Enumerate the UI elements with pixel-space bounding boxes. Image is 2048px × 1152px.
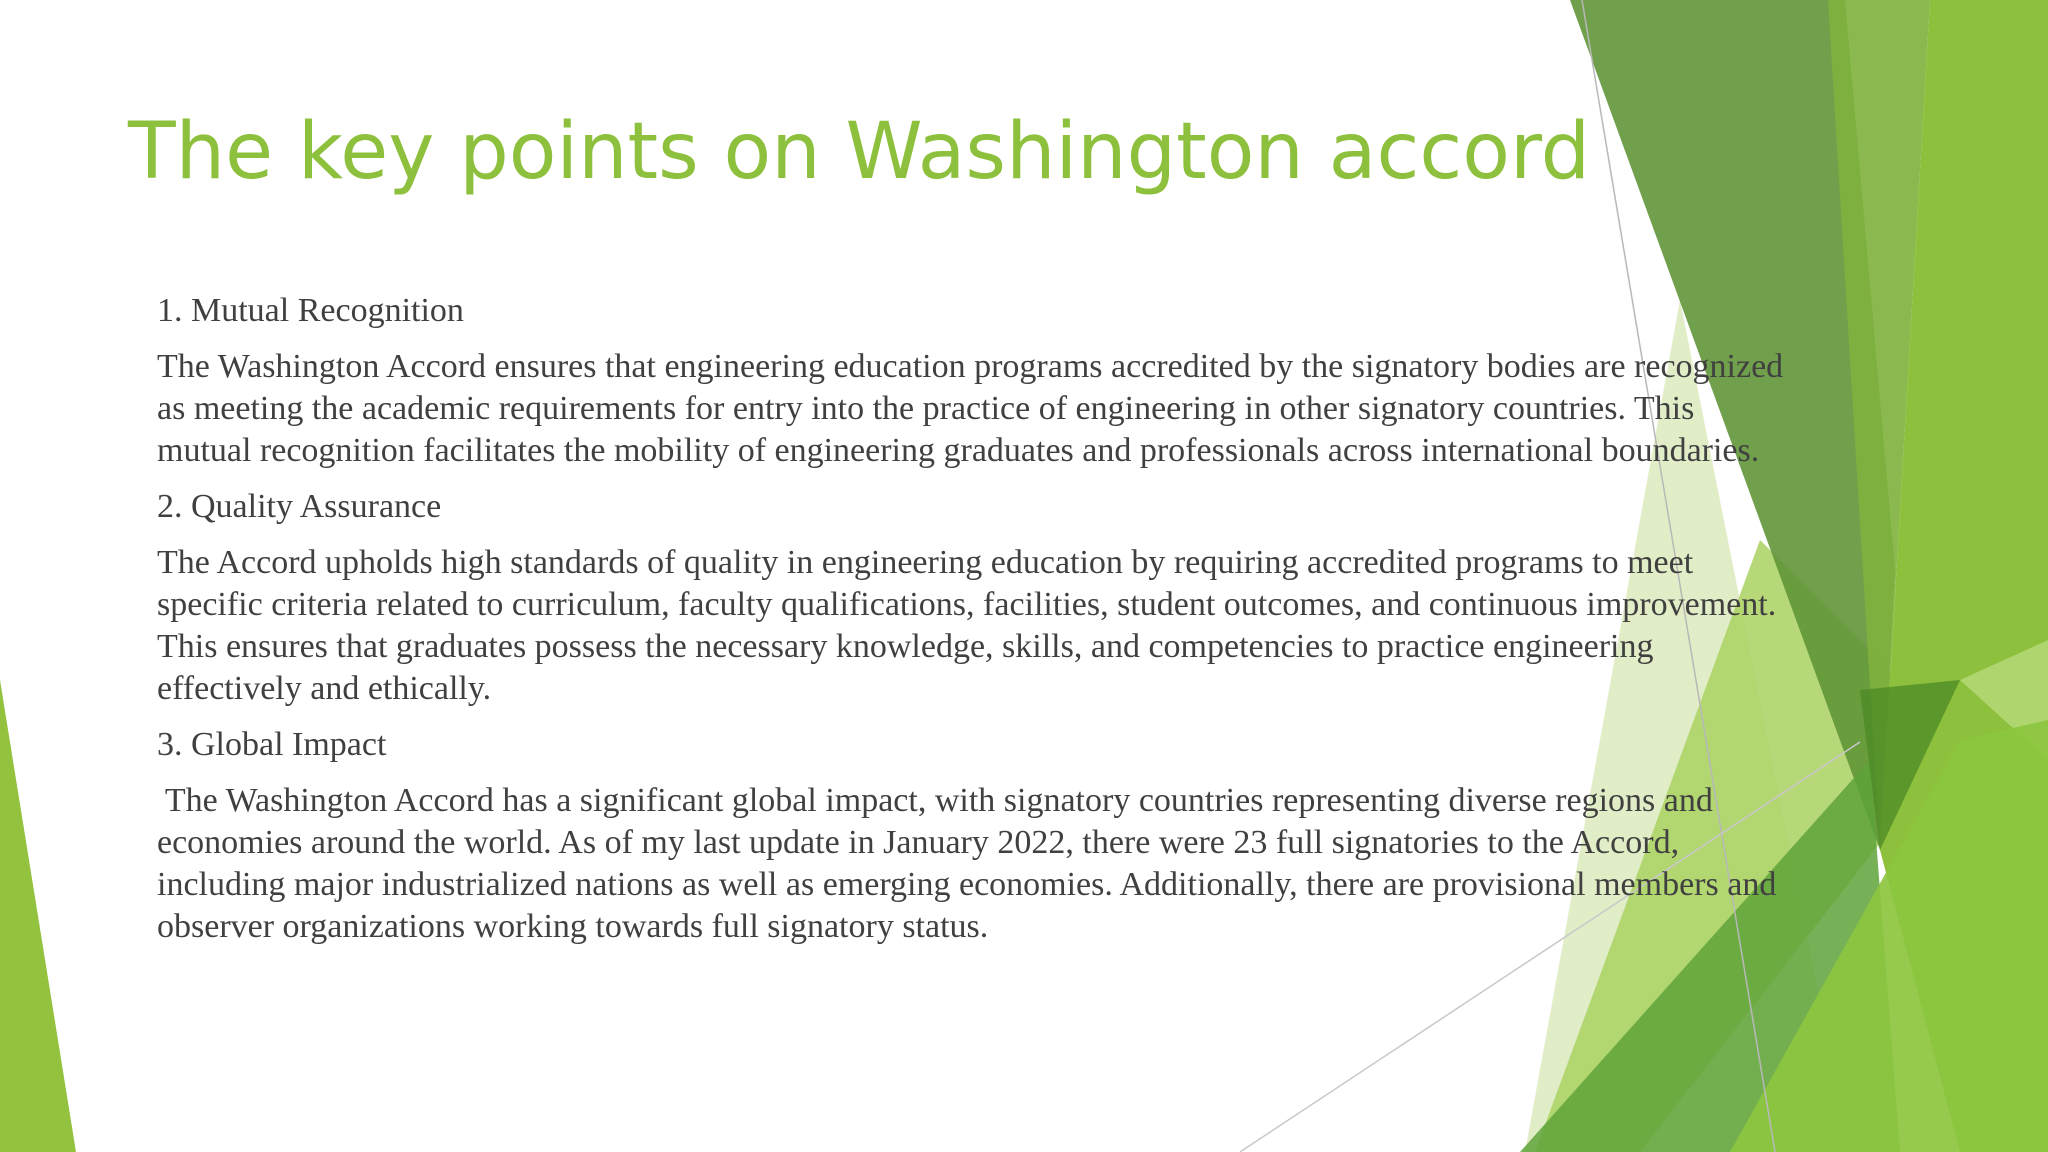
text-line: observer organizations working towards full signatory status. [157, 908, 989, 945]
text-line: specific criteria related to curriculum, faculty qualifications, facilities, student outcomes, and continuous improvement. [157, 586, 1777, 623]
text-line: effectively and ethically. [157, 670, 492, 707]
slide-body [157, 290, 1957, 962]
section-heading: 1. Mutual Recognition [157, 292, 464, 329]
section-heading: 3. Global Impact [157, 726, 387, 763]
section-paragraph [157, 542, 1957, 710]
section-mutual-recognition [157, 290, 1957, 472]
text-line: The Washington Accord ensures that engineering education programs accredited by the signatory bodies are recognized [157, 348, 1784, 385]
section-global-impact [157, 724, 1957, 948]
slide-title: The key points on Washington accord [128, 107, 1591, 197]
text-line: as meeting the academic requirements for entry into the practice of engineering in other signatory countries. This [157, 390, 1695, 427]
section-quality-assurance [157, 486, 1957, 710]
text-line: including major industrialized nations as well as emerging economies. Additionally, there are provisional members and [157, 866, 1777, 903]
text-line: The Accord upholds high standards of quality in engineering education by requiring accredited programs to meet [157, 544, 1694, 581]
text-line: The Washington Accord has a significant global impact, with signatory countries representing diverse regions and [157, 782, 1713, 819]
left-green-sliver [0, 680, 76, 1152]
section-paragraph [157, 346, 1957, 472]
text-line: This ensures that graduates possess the necessary knowledge, skills, and competencies to practice engineering [157, 628, 1654, 665]
section-paragraph [157, 780, 1957, 948]
text-line: mutual recognition facilitates the mobility of engineering graduates and professionals across international boundaries. [157, 432, 1760, 469]
text-line: economies around the world. As of my last update in January 2022, there were 23 full signatories to the Accord, [157, 824, 1680, 861]
section-heading: 2. Quality Assurance [157, 488, 442, 525]
